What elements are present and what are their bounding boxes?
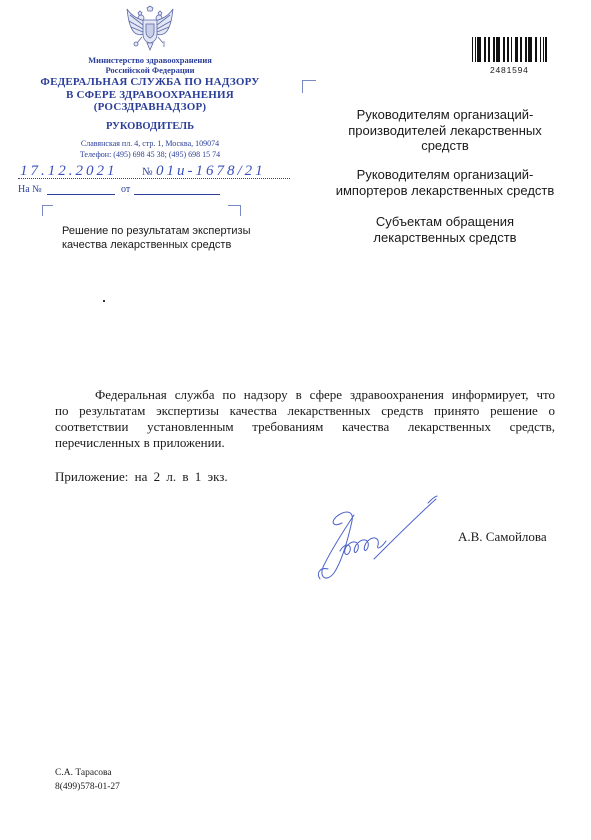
reply-to-date-line xyxy=(134,194,220,195)
signatory-name: А.В. Самойлова xyxy=(458,529,547,544)
barcode-bar xyxy=(543,37,544,62)
agency-address: Славянская пл. 4, стр. 1, Москва, 109074 xyxy=(80,139,220,148)
coat-of-arms-icon xyxy=(125,5,175,51)
recipient-line: Руководителям организаций- xyxy=(356,107,534,122)
body-line-2: по результатам экспертизы качества лекарственных средств принято решение о xyxy=(55,403,555,418)
subject-bracket-right xyxy=(228,205,241,216)
barcode-bar xyxy=(493,37,494,62)
barcode-bar xyxy=(507,37,509,62)
barcode-bar xyxy=(496,37,500,62)
subject-line-1: Решение по результатам экспертизы xyxy=(62,225,251,237)
address-bracket-left xyxy=(302,80,316,93)
body-line-4: перечисленных в приложении. xyxy=(55,435,225,450)
barcode-bar xyxy=(484,37,486,62)
executor-phone: 8(499)578-01-27 xyxy=(55,782,120,792)
agency-name-line-3: (РОСЗДРАВНАДЗОР) xyxy=(93,101,207,113)
recipient-group-1 xyxy=(330,107,560,154)
body-line-1: Федеральная служба по надзору в сфере здравоохранения информирует, что xyxy=(95,387,555,402)
registration-date: 17.12.2021 xyxy=(20,163,118,179)
recipient-group-2 xyxy=(330,167,560,198)
reply-to-number-line xyxy=(47,194,115,195)
recipient-line: производителей лекарственных xyxy=(348,122,542,138)
ministry-name-line-2: Российской Федерации xyxy=(105,65,195,75)
barcode-bar xyxy=(475,37,476,62)
agency-name-line-1: ФЕДЕРАЛЬНАЯ СЛУЖБА ПО НАДЗОРУ xyxy=(40,76,260,88)
recipient-line: лекарственных средств xyxy=(373,229,517,245)
barcode xyxy=(472,37,548,62)
barcode-bar xyxy=(503,37,505,62)
reply-to-prefix: На № xyxy=(18,184,42,195)
body-line-3: соответствии установленным требованиям качества лекарственных средств, xyxy=(55,419,555,434)
registration-number: 01и-1678/21 xyxy=(156,163,266,179)
barcode-bar xyxy=(540,37,541,62)
subject-bracket-left xyxy=(42,205,53,216)
barcode-bar xyxy=(545,37,546,62)
head-position-title: РУКОВОДИТЕЛЬ xyxy=(105,121,195,132)
reply-to-from-label: от xyxy=(121,184,131,195)
recipient-line: Субъектам обращения xyxy=(375,214,515,229)
subject-line-2: качества лекарственных средств xyxy=(62,239,232,251)
signature xyxy=(310,493,440,585)
ministry-name-line-1: Министерство здравоохранения xyxy=(88,55,212,65)
barcode-bar xyxy=(515,37,519,62)
agency-name-line-2: В СФЕРЕ ЗДРАВООХРАНЕНИЯ xyxy=(66,89,234,101)
executor-name: С.А. Тарасова xyxy=(55,768,112,778)
barcode-bar xyxy=(535,37,537,62)
barcode-number: 2481594 xyxy=(490,65,529,75)
stray-dot xyxy=(103,300,105,302)
agency-phone: Телефон: (495) 698 45 38; (495) 698 15 74 xyxy=(79,150,221,159)
registration-number-sign: № xyxy=(142,166,153,178)
barcode-bar xyxy=(477,37,481,62)
barcode-bar xyxy=(520,37,522,62)
attachment-note: Приложение: на 2 л. в 1 экз. xyxy=(55,469,228,484)
barcode-bar xyxy=(525,37,526,62)
recipient-line: Руководителям организаций- xyxy=(356,167,534,182)
barcode-bar xyxy=(472,37,473,62)
recipient-line: средств xyxy=(421,138,469,153)
barcode-bar xyxy=(511,37,512,62)
recipient-group-3 xyxy=(330,214,560,245)
recipient-line: импортеров лекарственных средств xyxy=(335,182,555,198)
barcode-bar xyxy=(488,37,490,62)
barcode-bar xyxy=(528,37,532,62)
